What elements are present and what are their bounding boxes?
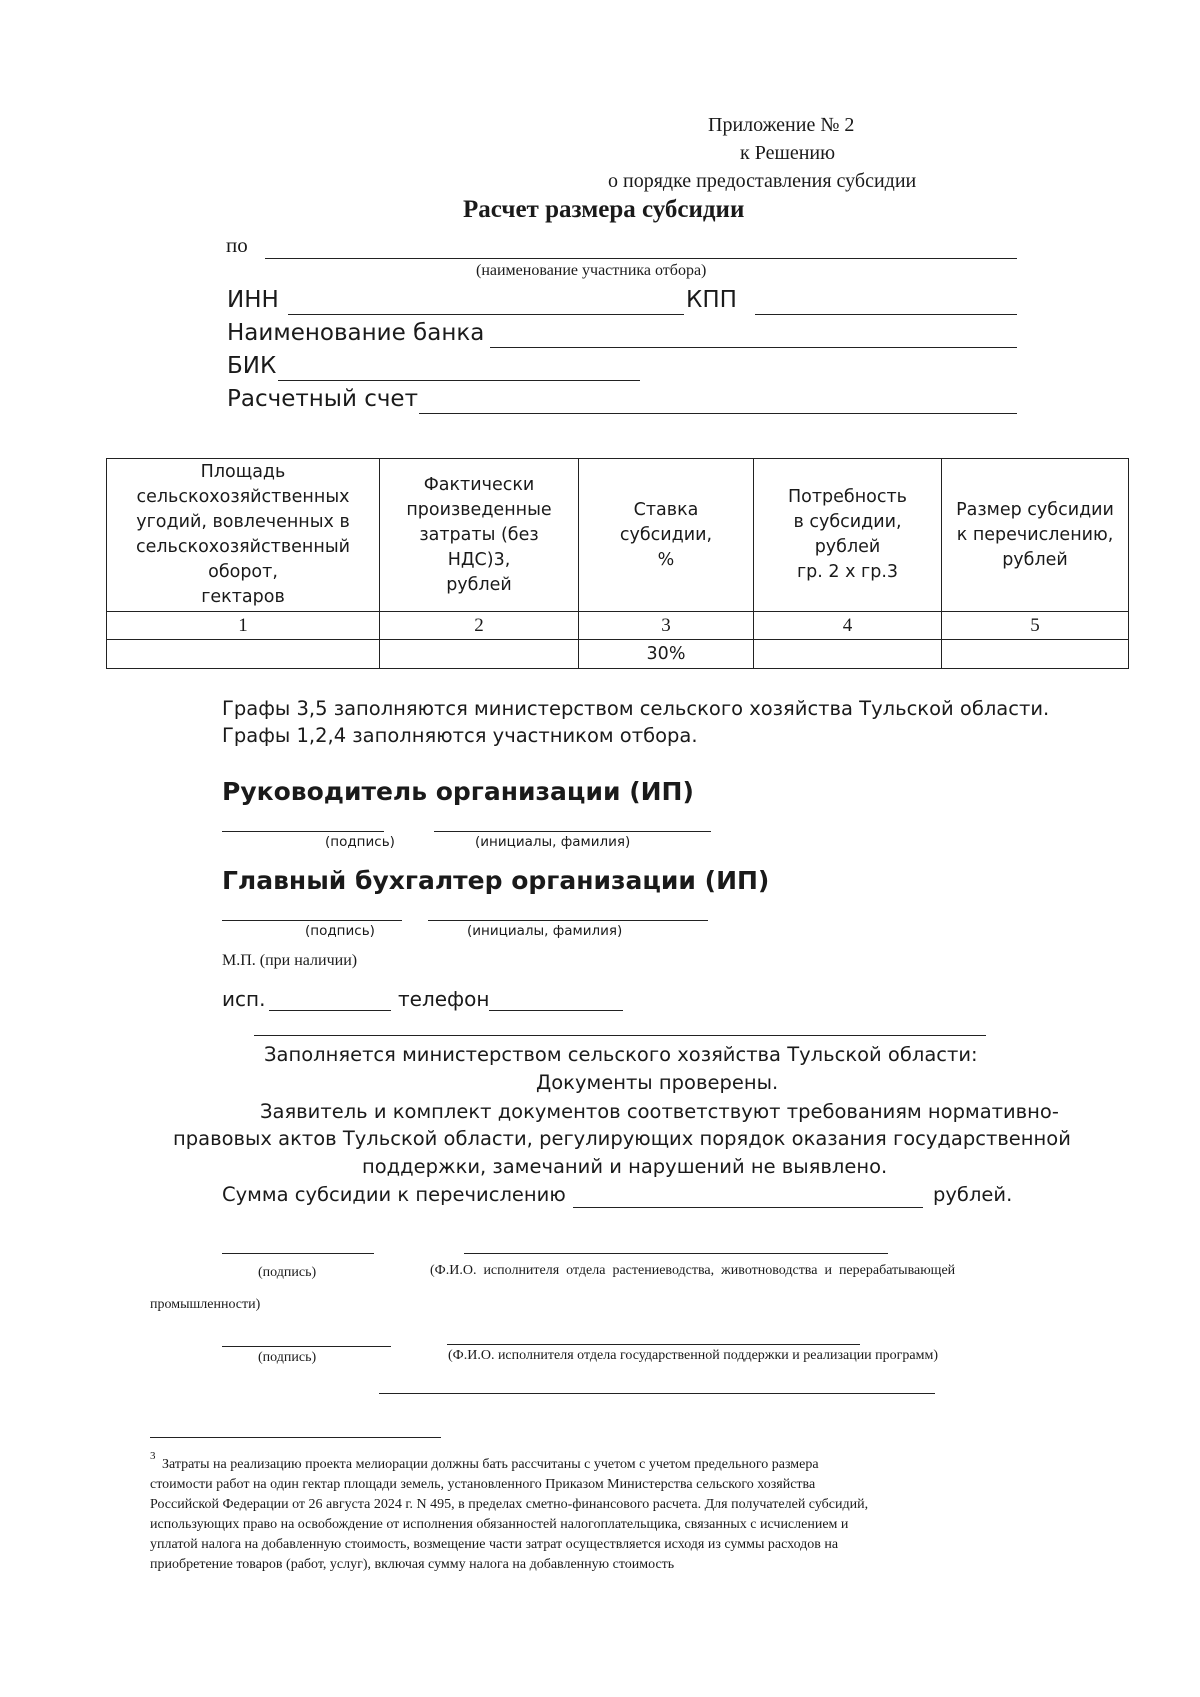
header-amount-line: Размер субсидии bbox=[956, 499, 1114, 520]
kpp-field-line[interactable] bbox=[755, 314, 1017, 315]
footnote-separator bbox=[150, 1437, 441, 1438]
phone-label: телефон bbox=[398, 987, 490, 1011]
inn-label: ИНН bbox=[227, 287, 279, 313]
phone-field-line[interactable] bbox=[489, 1010, 623, 1011]
ministry-compliance-line1: Заявитель и комплект документов соответствуют требованиям нормативно- bbox=[260, 1100, 1059, 1123]
header-need-line: в субсидии, bbox=[793, 512, 902, 532]
header-costs-line: затраты (без bbox=[419, 524, 539, 545]
footnote-line: Российской Федерации от 26 августа 2024 г. N 495, в пределах сметно-финансового расчета. Для получателей субсидий, bbox=[150, 1497, 869, 1512]
inn-field-line[interactable] bbox=[288, 314, 684, 315]
subsidy-sum-line[interactable] bbox=[573, 1207, 923, 1208]
subsidy-calculation-table bbox=[106, 458, 1129, 669]
footnote-line: уплатой налога на добавленную стоимость, возмещение части затрат осуществляется исходя из суммы расходов на bbox=[150, 1537, 839, 1552]
accountant-sign-hint: (подпись) bbox=[305, 923, 375, 939]
column-number: 1 bbox=[107, 612, 380, 640]
footnote-line: использующих право на освобождение от исполнения обязанностей налогоплательщика, связанных с исчислением и bbox=[150, 1517, 849, 1532]
header-rate bbox=[579, 459, 754, 612]
value-need-cell[interactable] bbox=[754, 640, 942, 669]
appendix-subject: о порядке предоставления субсидии bbox=[608, 170, 917, 192]
accountant-signature-title: Главный бухгалтер организации (ИП) bbox=[222, 866, 770, 895]
ministry-heading: Заполняется министерством сельского хозяйства Тульской области: bbox=[264, 1043, 978, 1066]
footnote-line: приобретение товаров (работ, услуг), включая сумму налога на добавленную стоимость bbox=[150, 1557, 675, 1572]
executor1-name-hint-cont: промышленности) bbox=[150, 1297, 261, 1312]
kpp-label: КПП bbox=[686, 287, 737, 313]
header-rate-line: % bbox=[657, 549, 675, 570]
isp-label: исп. bbox=[222, 987, 266, 1011]
header-area-line: гектаров bbox=[201, 587, 285, 607]
header-rate-line: субсидии, bbox=[619, 524, 713, 545]
executor2-name-line[interactable] bbox=[447, 1344, 860, 1345]
header-need-line: Потребность bbox=[787, 487, 907, 507]
executor2-sign-line[interactable] bbox=[222, 1346, 391, 1347]
isp-field-line[interactable] bbox=[269, 1010, 391, 1011]
note-participant-columns: Графы 1,2,4 заполняются участником отбора. bbox=[222, 724, 698, 747]
column-number: 2 bbox=[380, 612, 579, 640]
header-costs bbox=[380, 459, 579, 612]
header-amount-line: к перечислению, bbox=[956, 524, 1114, 545]
header-amount bbox=[942, 459, 1129, 612]
po-hint: (наименование участника отбора) bbox=[476, 262, 707, 279]
ministry-compliance-line3: поддержки, замечаний и нарушений не выявлено. bbox=[362, 1155, 888, 1178]
head-sign-hint: (подпись) bbox=[325, 834, 395, 850]
bik-label: БИК bbox=[227, 353, 277, 379]
po-label: по bbox=[226, 233, 248, 257]
accountant-name-line[interactable] bbox=[428, 920, 708, 921]
table-header-row bbox=[107, 459, 1129, 612]
subsidy-sum-unit: рублей. bbox=[933, 1183, 1013, 1206]
bank-field-line[interactable] bbox=[490, 347, 1017, 348]
note-ministry-columns: Графы 3,5 заполняются министерством сельского хозяйства Тульской области. bbox=[222, 697, 1050, 720]
stamp-label: М.П. (при наличии) bbox=[222, 952, 358, 969]
value-costs-cell[interactable] bbox=[380, 640, 579, 669]
bik-field-line[interactable] bbox=[278, 380, 640, 381]
header-costs-line: НДС)3, bbox=[447, 549, 511, 570]
appendix-number: Приложение № 2 bbox=[708, 114, 855, 136]
footnote-marker: 3 bbox=[150, 1450, 156, 1462]
table-column-numbers-row bbox=[107, 612, 1129, 640]
executor1-sign-line[interactable] bbox=[222, 1253, 374, 1254]
executor1-sign-hint: (подпись) bbox=[258, 1265, 317, 1280]
executor1-name-hint: (Ф.И.О. исполнителя отдела растениеводства, животноводства и перерабатывающей bbox=[430, 1263, 956, 1278]
head-name-line[interactable] bbox=[434, 831, 711, 832]
header-need-line: гр. 2 x гр.3 bbox=[796, 562, 899, 582]
header-area-line: оборот, bbox=[208, 562, 278, 582]
executor2-sign-hint: (подпись) bbox=[258, 1350, 317, 1365]
column-number: 4 bbox=[754, 612, 942, 640]
head-name-hint: (инициалы, фамилия) bbox=[475, 834, 631, 850]
accountant-name-hint: (инициалы, фамилия) bbox=[467, 923, 623, 939]
table-values-row bbox=[107, 640, 1129, 669]
header-area-line: Площадь bbox=[200, 462, 286, 482]
header-area bbox=[107, 459, 380, 612]
value-area-cell[interactable] bbox=[107, 640, 380, 669]
header-need bbox=[754, 459, 942, 612]
executor2-name-hint: (Ф.И.О. исполнителя отдела государственной поддержки и реализации программ) bbox=[448, 1348, 939, 1363]
footnote-line: стоимости работ на один гектар площади земель, установленного Приказом Министерства сельского хозяйства bbox=[150, 1477, 816, 1492]
ministry-checked: Документы проверены. bbox=[536, 1071, 779, 1094]
ministry-compliance-line2: правовых актов Тульской области, регулирующих порядок оказания государственной bbox=[173, 1127, 1071, 1150]
executor1-name-line[interactable] bbox=[464, 1253, 888, 1254]
page-title: Расчет размера субсидии bbox=[463, 196, 745, 223]
accountant-sign-line[interactable] bbox=[222, 920, 402, 921]
po-field-line[interactable] bbox=[265, 258, 1017, 259]
head-sign-line[interactable] bbox=[222, 831, 384, 832]
header-rate-line: Ставка bbox=[633, 499, 699, 520]
header-costs-line: произведенные bbox=[406, 499, 552, 520]
header-need-line: рублей bbox=[814, 537, 881, 557]
footnote-line: Затраты на реализацию проекта мелиорации должны бать рассчитаны с учетом с учетом предельного размера bbox=[162, 1457, 819, 1472]
head-signature-title: Руководитель организации (ИП) bbox=[222, 777, 694, 806]
header-amount-line: рублей bbox=[1002, 549, 1068, 570]
value-amount-cell[interactable] bbox=[942, 640, 1129, 669]
bank-label: Наименование банка bbox=[227, 320, 485, 346]
value-rate-cell: 30% bbox=[579, 640, 754, 669]
header-costs-line: Фактически bbox=[423, 474, 535, 495]
ministry-section-divider bbox=[254, 1035, 986, 1036]
header-area-line: сельскохозяйственных bbox=[136, 487, 350, 507]
subsidy-sum-label: Сумма субсидии к перечислению bbox=[222, 1183, 566, 1206]
closing-divider bbox=[379, 1393, 935, 1394]
header-area-line: угодий, вовлеченных в bbox=[136, 512, 350, 532]
column-number: 5 bbox=[942, 612, 1129, 640]
account-label: Расчетный счет bbox=[227, 386, 418, 412]
appendix-decision: к Решению bbox=[740, 142, 836, 164]
header-area-line: сельскохозяйственный bbox=[135, 537, 351, 557]
header-costs-line: рублей bbox=[446, 574, 512, 595]
account-field-line[interactable] bbox=[419, 413, 1017, 414]
column-number: 3 bbox=[579, 612, 754, 640]
